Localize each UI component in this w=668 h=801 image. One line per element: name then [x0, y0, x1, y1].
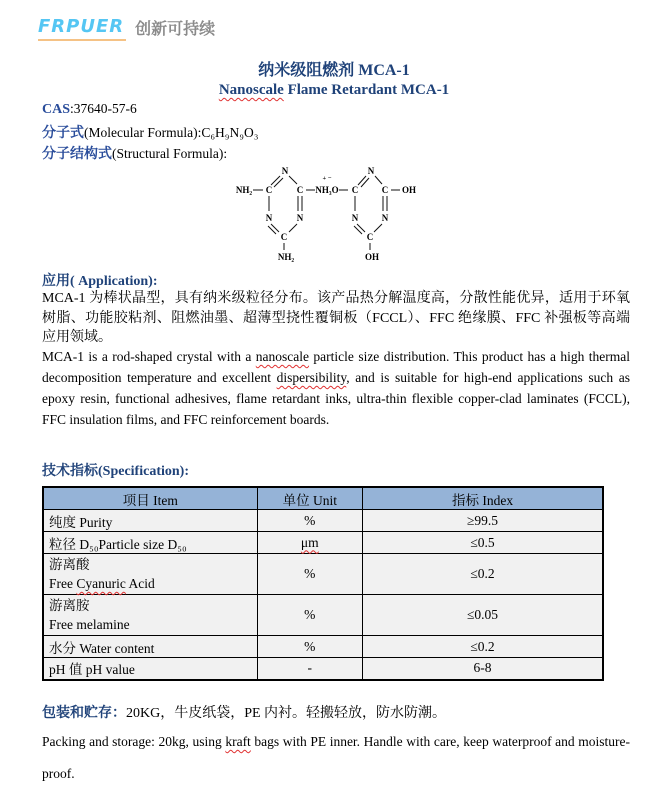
cell-item [43, 554, 257, 595]
table-row-purity [43, 510, 603, 532]
table-row-particle-size [43, 532, 603, 554]
atom-label-n: N [351, 213, 359, 223]
charge-marks: + − [322, 175, 332, 182]
cell-unit [257, 532, 363, 554]
atom-label-nh3o: NH₃O [315, 185, 339, 195]
table-header-row [43, 487, 603, 510]
cell-item: 水分 Water content [43, 636, 257, 658]
table-row-free-cyanuric-acid [43, 554, 603, 595]
molecular-formula-label: 分子式 [42, 126, 84, 141]
molecular-formula-line [42, 122, 258, 142]
item-en-text: Free [49, 576, 77, 591]
application-paragraph-zh: MCA-1 为棒状晶型，具有纳米级粒径分布。该产品热分解温度高，分散性能优异，适用于环氧树脂、功能胶粘剂、阻燃油墨、超薄型挠性覆铜板（FCCL）、FFC 绝缘膜、FFC 补强板等高端应用领域。 [42, 291, 630, 345]
cell-index: ≤0.2 [363, 554, 603, 595]
packing-text-zh: 20KG，牛皮纸袋，PE 内衬。轻搬轻放，防水防潮。 [126, 706, 447, 721]
cell-index: 6-8 [363, 658, 603, 680]
cell-unit: % [257, 636, 363, 658]
app-en-word-nanoscale: nanoscale [255, 349, 310, 364]
atom-label-oh-right: OH [401, 185, 417, 195]
cell-index: ≤0.2 [363, 636, 603, 658]
packing-paragraph-en [42, 726, 630, 790]
cas-line [42, 101, 137, 118]
cell-item: 纯度 Purity [43, 510, 257, 532]
cell-index: ≥99.5 [363, 510, 603, 532]
specification-heading: 技术指标(Specification): [42, 464, 189, 479]
unit-um: μm [300, 534, 319, 550]
app-en-word-dispersibility: dispersibility [276, 370, 347, 385]
header [38, 18, 215, 41]
atom-label-c: C [280, 232, 288, 242]
atom-label-c: C [381, 185, 389, 195]
packing-label: 包装和贮存： [42, 706, 126, 721]
structural-formula-value: (Structural Formula): [112, 146, 228, 161]
atom-label-c: C [366, 232, 374, 242]
product-title-en [0, 82, 668, 99]
application-paragraph-en [42, 346, 630, 430]
atom-label-oh-bottom: OH [364, 252, 380, 262]
packing-en-word-kraft: kraft [225, 734, 251, 749]
structural-formula-line [42, 143, 227, 163]
atom-label-c: C [265, 185, 273, 195]
item-en [49, 574, 257, 593]
cell-item: 粒径 D₅₀Particle size D₅₀ [43, 532, 257, 554]
table-row-water-content [43, 636, 603, 658]
cas-label: CAS [42, 102, 71, 117]
header-index: 指标 Index [363, 487, 603, 510]
atom-label-nh2-bottom: NH₂ [277, 252, 295, 262]
item-zh: 游离胺 [49, 598, 90, 613]
cell-item [43, 595, 257, 636]
item-zh: 游离酸 [49, 557, 90, 572]
app-en-text: MCA-1 is a rod-shaped crystal with a [42, 349, 256, 364]
chemical-structure-diagram [213, 160, 433, 265]
molecular-formula-value: (Molecular Formula):C₆H₉N₉O₃ [84, 125, 259, 140]
cell-index: ≤0.5 [363, 532, 603, 554]
item-en: Free melamine [49, 617, 130, 632]
app-en-text: particle size distribution. This product has a high thermal decomposition temperature and excellent [42, 349, 630, 385]
cas-value: :37640-57-6 [70, 101, 137, 116]
atom-label-c: C [351, 185, 359, 195]
title-word-nanoscale: Nanoscale [218, 82, 284, 98]
cell-index: ≤0.05 [363, 595, 603, 636]
company-tagline: 创新可持续 [135, 19, 216, 38]
header-unit: 单位 Unit [257, 487, 363, 510]
cell-unit: % [257, 510, 363, 532]
structural-formula-label: 分子结构式 [42, 147, 112, 162]
atom-label-n: N [265, 213, 273, 223]
atom-label-n: N [367, 166, 375, 176]
company-logo: FRPUER [38, 18, 126, 41]
cell-unit: % [257, 595, 363, 636]
packing-en-text: bags with PE inner. Handle with care, keep waterproof and moisture-proof. [42, 734, 630, 781]
cell-unit: % [257, 554, 363, 595]
atom-label-n: N [281, 166, 289, 176]
atom-label-n: N [296, 213, 304, 223]
atom-label-nh2-left: NH₂ [235, 185, 253, 195]
atom-label-c: C [296, 185, 304, 195]
item-en-text: Acid [125, 576, 155, 591]
header-item: 项目 Item [43, 487, 257, 510]
product-title-zh: 纳米级阻燃剂 MCA-1 [258, 62, 410, 79]
application-heading: 应用( Application): [42, 274, 158, 289]
packing-line-zh [42, 702, 446, 722]
atom-label-n: N [381, 213, 389, 223]
item-en-word-cyanuric: Cyanuric [76, 576, 126, 591]
specification-table [42, 486, 604, 681]
title-rest: Flame Retardant MCA-1 [283, 82, 450, 98]
cell-item: pH 值 pH value [43, 658, 257, 680]
cell-unit: - [257, 658, 363, 680]
table-row-ph-value [43, 658, 603, 680]
table-row-free-melamine [43, 595, 603, 636]
packing-en-text: Packing and storage: 20kg, using [42, 734, 226, 749]
app-en-text: , and is suitable for high-end applications such as epoxy resin, functional adhesives, flame retardant inks, ultra-thin flexible copper-clad laminates (FCCL), FFC insulation films, and FFC reinforcement boards. [42, 370, 630, 427]
